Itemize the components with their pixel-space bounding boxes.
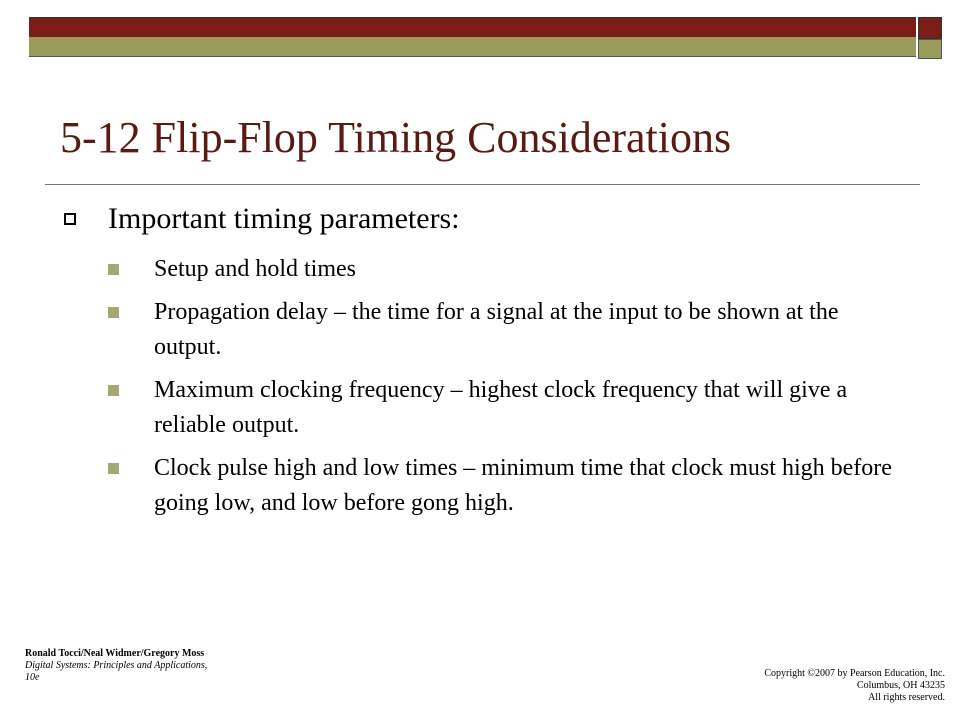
sub-bullet-list <box>108 252 908 529</box>
sub-bullet-item <box>108 252 908 287</box>
copyright-line: Columbus, OH 43235 <box>856 680 945 691</box>
sub-bullet-text: Clock pulse high and low times – minimum time that clock must high before going low, and low before gong high. <box>154 455 892 516</box>
square-bullet-icon <box>108 385 119 396</box>
sub-bullet-text: Maximum clocking frequency – highest clock frequency that will give a reliable output. <box>154 377 848 438</box>
sub-bullet-item <box>108 295 908 365</box>
main-bullet <box>64 202 460 236</box>
corner-block-olive <box>918 39 942 59</box>
square-bullet-icon <box>108 307 119 318</box>
slide-title: 5-12 Flip-Flop Timing Considerations <box>60 113 732 162</box>
sub-bullet-item <box>108 451 908 521</box>
footer-authors-block <box>25 648 215 684</box>
footer-authors: Ronald Tocci/Neal Widmer/Gregory Moss <box>25 648 205 659</box>
header-banner-dark <box>29 17 916 39</box>
sub-bullet-item <box>108 373 908 443</box>
footer-book-title: Digital Systems: Principles and Applications, 10e <box>25 660 208 683</box>
footer-copyright-block <box>725 668 945 704</box>
header-banner-olive <box>29 37 916 57</box>
main-bullet-text: Important timing parameters: <box>108 202 460 235</box>
title-divider <box>45 184 920 185</box>
sub-bullet-text: Propagation delay – the time for a signal at the input to be shown at the output. <box>154 299 839 360</box>
square-bullet-icon <box>108 463 119 474</box>
square-bullet-icon <box>108 264 119 275</box>
sub-bullet-text: Setup and hold times <box>154 256 356 282</box>
hollow-square-bullet-icon <box>64 213 76 225</box>
copyright-line: All rights reserved. <box>868 692 945 703</box>
corner-block-dark <box>918 17 942 39</box>
copyright-line: Copyright ©2007 by Pearson Education, Inc. <box>764 668 945 679</box>
